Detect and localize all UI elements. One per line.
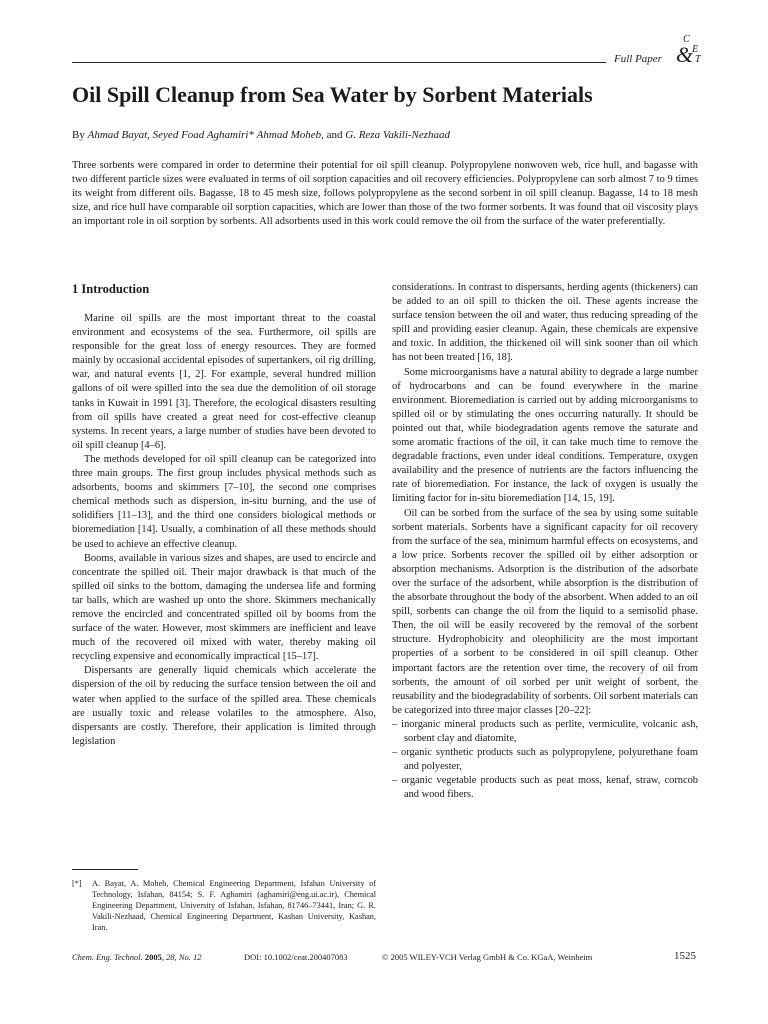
author-list — [88, 129, 450, 141]
paragraph: The methods developed for oil spill cleanup can be categorized into three main groups. The first group includes physical methods such as adsorbents, booms and skimmers [7–10], the second one comprises chemical methods such as dispersion, in-situ burning, and the use of solidifiers [11–13], and the third one considers biological methods or bioremediation [14]. Usually, a combination of all these methods should be used to achieve an effective cleanup. — [72, 453, 376, 550]
author-name: Ahmad Moheb — [256, 129, 322, 141]
paragraph: Dispersants are generally liquid chemicals which accelerate the dispersion of the oil by reducing the surface tension between the oil and water when applied to the surface of the spilled area. These chemicals are usually toxic and release volatiles to the atmosphere. Also, dispersants are costly. Therefore, their application is limited through legislation — [72, 665, 376, 747]
page-number: 1525 — [674, 950, 696, 962]
left-paragraphs — [72, 312, 376, 749]
footnote-mark: [*] — [72, 879, 82, 888]
footer-doi: DOI: 10.1002/ceat.200407083 — [244, 952, 348, 962]
right-column — [392, 281, 698, 802]
logo-t: T — [695, 54, 701, 65]
author-name: Seyed Foad Aghamiri* — [152, 129, 254, 141]
header-rule — [72, 62, 606, 63]
paragraph: Booms, available in various sizes and shapes, are used to encircle and concentrate the spilled oil. Their major drawback is that much of the spilled oil sinks to the bottom, damaging the undersea life and forming tar balls, which are washed up onto the shore. Skimmers mechanically remove the encircled and concentrated spilled oil by booms from the surface of the water. However, most skimmers are inefficient and leave much of the recovered oil mixed with water, thereby making oil recycling expensive and economically impractical [15–17]. — [72, 552, 376, 663]
footer-copyright: © 2005 WILEY-VCH Verlag GmbH & Co. KGaA, Weinheim — [382, 952, 593, 962]
footer-year: 2005 — [144, 952, 162, 962]
logo-c: C — [683, 34, 690, 45]
author-separator: , and — [321, 129, 346, 141]
logo-e: E — [692, 44, 699, 55]
author-name: Ahmad Bayat — [87, 129, 148, 141]
byline-by: By — [72, 129, 85, 141]
list-item: – inorganic mineral products such as perlite, vermiculite, volcanic ash, sorbent clay and diatomite, — [392, 718, 698, 744]
article-title: Oil Spill Cleanup from Sea Water by Sorbent Materials — [72, 82, 593, 107]
footnote-text: A. Bayat, A. Moheb, Chemical Engineering Department, Isfahan University of Technology, Isfahan, 84154; S. F. Aghamiri (aghamiri@eng.ui.ac.ir), Chemical Engineering Department, University of Isfahan, Isfahan, 81746–73441, Iran; G. R. Vakili-Nezhaad, Chemical Engineering Department, Kashan University, Kashan, Iran. — [92, 879, 376, 932]
paragraph: considerations. In contrast to dispersants, herding agents (thickeners) can be added to an oil spill to thicken the oil. These agents increase the surface tension between the oil and water, thus reducing spreading of the spill and providing easier cleanup. Again, these chemicals are expensive and toxic. In addition, the thickened oil will sink sooner than oil which has not been treated [16, 18]. — [392, 282, 698, 364]
section-heading: 1 Introduction — [72, 282, 150, 296]
footnote — [72, 878, 376, 933]
logo-ampersand: & — [676, 42, 694, 67]
abstract: Three sorbents were compared in order to determine their potential for oil spill cleanup. Polypropylene nonwoven web, rice hull, and bagasse with two different particle sizes were evaluated in terms of oil sorption capacities and oil recovery efficiencies. Polypropylene can sorb almost 7 to 9 times its weight from different oils. Bagasse, 18 to 45 mesh size, follows polypropylene as the second sorbent in oil spill cleanup. Bagasse, 14 to 18 mesh size, and rice hull have comparable oil sorption capacities, which are lower than those of the two former sorbents. It was found that oil viscosity plays an important role in oil sorption by sorbents. All adsorbents used in this work could remove the oil from the surface of the water preferentially. — [72, 160, 698, 228]
journal-logo — [676, 34, 708, 70]
byline — [72, 129, 712, 141]
paragraph: Marine oil spills are the most important threat to the coastal environment and ecosystems of the sea. Furthermore, oil spills are responsible for the great loss of energy resources. They are formed mainly by occasional accidental episodes of supertankers, oil rig drilling, war, and natural events [1, 2]. For example, several hundred million gallons of oil were spilled into the sea due the demolition of oil storage tanks in Kuwait in 1991 [3]. Therefore, the ecological disasters resulting from oil spills have created a great need for cost-effective cleanup systems. In recent years, a large number of studies have been devoted to oil spill cleanup [4–6]. — [72, 313, 376, 451]
header-label: Full Paper — [614, 53, 662, 65]
list-item: – organic synthetic products such as polypropylene, polyurethane foam and polyester, — [392, 747, 698, 773]
left-column — [72, 282, 376, 749]
paragraph: Oil can be sorbed from the surface of the sea by using some suitable sorbent materials. Sorbents have a significant capacity for oil recovery from the surface of the sea, minimum harmful effects on ecosystems, and a low price. Sorbents recover the spilled oil by either adsorption or absorption mechanisms. Adsorption is the distribution of the adsorbate over the surface of the adsorbent, while absorption is the distribution of the absorbate throughout the body of the absorbent. When added to an oil spill, sorbents can change the oil from the liquid to a semisolid phase. Then, the oil will be easily recovered by the removal of the sorbent structure. Hydrophobicity and oleophilicity are the most important properties of a sorbent to be considered in oil spill cleanup. Other important factors are the retention over time, the recovery of oil from sorbents, the amount of oil sorbed per unit weight of sorbent, the reusability and the biodegradability of sorbents. Oil sorbent materials can be categorized into three major classes [20–22]: — [392, 507, 698, 716]
footnote-rule — [72, 869, 138, 870]
author-separator: , — [147, 129, 153, 141]
author-name: G. Reza Vakili-Nezhaad — [345, 129, 451, 141]
list-item: – organic vegetable products such as peat moss, kenaf, straw, corncob and wood fibers. — [392, 775, 698, 801]
footer-citation — [72, 952, 202, 962]
footer-volume: , 28, No. 12 — [161, 952, 202, 962]
right-paragraphs — [392, 281, 698, 718]
sorbent-classes-list — [392, 718, 698, 803]
paragraph: Some microorganisms have a natural ability to degrade a large number of hydrocarbons and can be found everywhere in the marine environment. Bioremediation is carried out by adding microorganisms to spilled oil or by stimulating the ones occurring naturally. It should be pointed out that, while biodegradation agents remove the saturate and some aromatic fractions of the oil, it can take much time to remove the degradable fractions, even under ideal conditions. Temperature, oxygen availability and the presence of nutrients are the factors influencing the rate of bioremediation. For instance, the lack of oxygen is usually the limiting factor for in-situ bioremediation [14, 15, 19]. — [392, 366, 698, 505]
footer-journal: Chem. Eng. Technol. — [72, 952, 143, 962]
